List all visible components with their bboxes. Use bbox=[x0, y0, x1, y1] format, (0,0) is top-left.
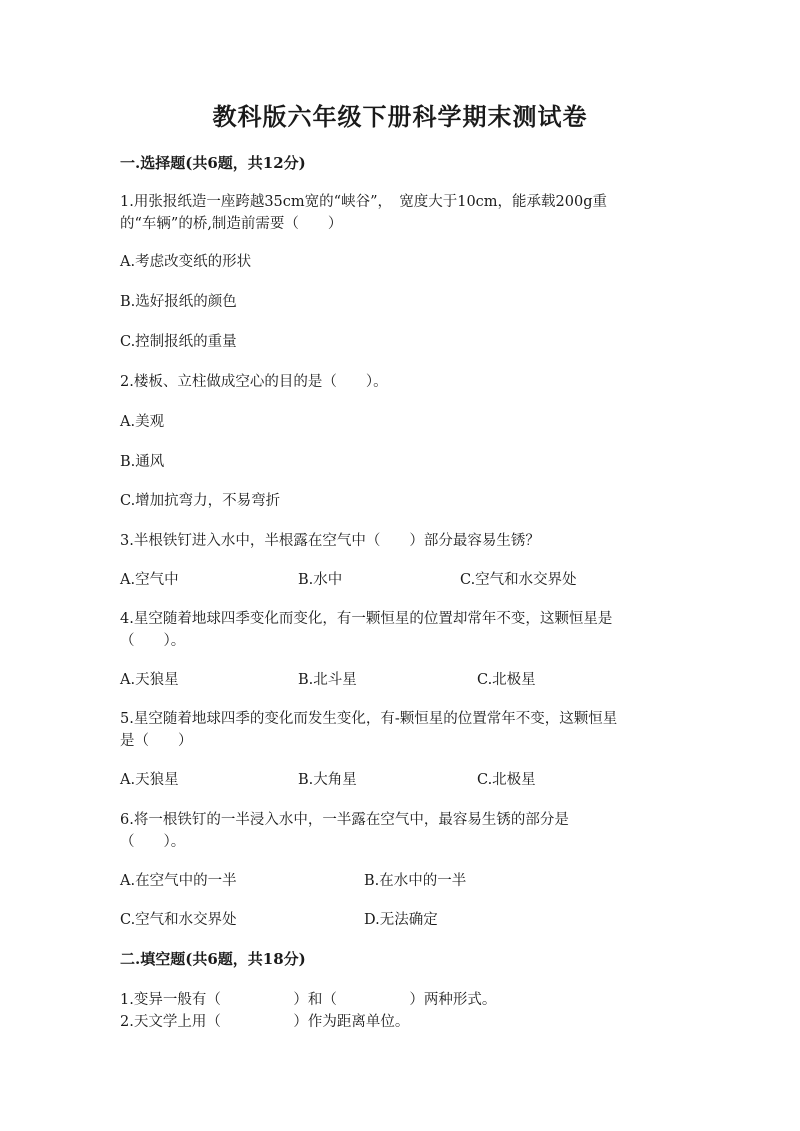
question-6-option-a: A.在空气中的一半 bbox=[120, 873, 237, 889]
question-3: 3.半根铁钉进入水中，半根露在空气中（ ）部分最容易生锈？ bbox=[120, 533, 540, 549]
question-6-option-c: C.空气和水交界处 bbox=[120, 912, 237, 928]
question-5-option-c: C.北极星 bbox=[477, 772, 536, 788]
question-1-line-1: 1.用张报纸造一座跨越35cm宽的“峡谷”， 宽度大于10cm，能承载200g重 bbox=[120, 194, 608, 210]
question-3-option-c: C.空气和水交界处 bbox=[460, 572, 577, 588]
question-1-line-2: 的“车辆”的桥,制造前需要（ ） bbox=[120, 216, 343, 232]
fill-question-1: 1.变异一般有（ ）和（ ）两种形式。 bbox=[120, 992, 497, 1008]
question-4-option-a: A.天狼星 bbox=[120, 672, 179, 688]
fill-question-2: 2.天文学上用（ ）作为距离单位。 bbox=[120, 1014, 410, 1030]
page-title: 教科版六年级下册科学期末测试卷 bbox=[212, 102, 588, 131]
question-6-option-b: B.在水中的一半 bbox=[364, 873, 467, 889]
question-3-option-b: B.水中 bbox=[298, 572, 343, 588]
question-4-line-2: （ ）。 bbox=[120, 633, 186, 649]
question-5-line-1: 5.星空随着地球四季的变化而发生变化，有-颗恒星的位置常年不变，这颗恒星 bbox=[120, 711, 618, 727]
question-2-option-b: B.通风 bbox=[120, 454, 165, 470]
question-1-option-b: B.选好报纸的颜色 bbox=[120, 294, 237, 310]
question-4-option-c: C.北极星 bbox=[477, 672, 536, 688]
question-1-option-c: C.控制报纸的重量 bbox=[120, 334, 237, 350]
question-6-line-1: 6.将一根铁钉的一半浸入水中，一半露在空气中，最容易生锈的部分是 bbox=[120, 812, 569, 828]
question-6-option-d: D.无法确定 bbox=[364, 912, 438, 928]
section-heading-fill: 二.填空题(共6题，共18分) bbox=[120, 950, 306, 968]
question-4-line-1: 4.星空随着地球四季变化而变化，有一颗恒星的位置却常年不变，这颗恒星是 bbox=[120, 611, 613, 627]
question-4-option-b: B.北斗星 bbox=[298, 672, 357, 688]
question-5-option-b: B.大角星 bbox=[298, 772, 357, 788]
question-2-option-a: A.美观 bbox=[120, 414, 165, 430]
question-5-line-2: 是（ ） bbox=[120, 733, 193, 749]
question-3-option-a: A.空气中 bbox=[120, 572, 179, 588]
question-1-option-a: A.考虑改变纸的形状 bbox=[120, 254, 252, 270]
question-5-option-a: A.天狼星 bbox=[120, 772, 179, 788]
question-2-option-c: C.增加抗弯力，不易弯折 bbox=[120, 493, 281, 509]
question-2: 2.楼板、立柱做成空心的目的是（ ）。 bbox=[120, 374, 388, 390]
section-heading-choice: 一.选择题(共6题，共12分) bbox=[120, 154, 306, 172]
question-6-line-2: （ ）。 bbox=[120, 834, 186, 850]
